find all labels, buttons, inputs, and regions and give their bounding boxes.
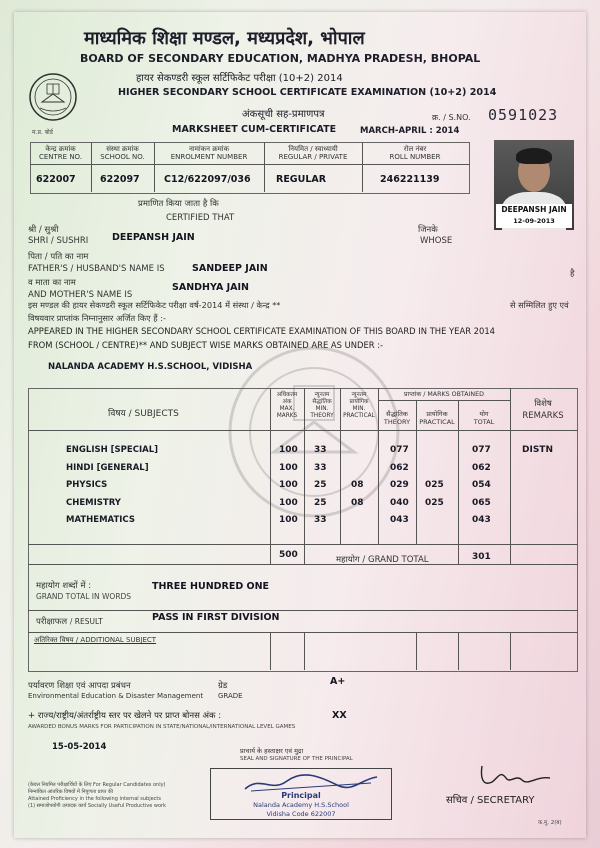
exam-name-english: HIGHER SECONDARY SCHOOL CERTIFICATE EXAMINATION (10+2) 2014 [118,87,497,98]
doc-title-english: MARKSHEET CUM-CERTIFICATE [172,124,337,135]
remarks-header: विशेष REMARKS [522,399,564,421]
father-label-english: FATHER'S / HUSBAND'S NAME IS [28,264,165,274]
grade-label-english: GRADE [218,692,243,700]
bonus-label-english: AWARDED BONUS MARKS FOR PARTICIPATION IN STATE/NATIONAL/INTERNATIONAL LEVEL GAMES [28,724,296,730]
roll-no: 246221139 [380,174,440,185]
para-hindi-2: विषयवार प्राप्तांक निम्नानुसार अर्जित किए हैं :- [28,313,166,323]
mother-label-hindi: व माता का नाम [28,278,76,288]
bonus-label-hindi: + राज्य/राष्ट्रीय/अंतर्राष्ट्रीय स्तर पर खेलने पर प्राप्त बोनस अंक : [28,711,222,721]
theory-header: सैद्धांतिक THEORY [383,410,411,426]
marksheet-document: म.प्र. बोर्ड माध्यमिक शिक्षा मण्डल, मध्यप्रदेश, भोपाल BOARD OF SECONDARY EDUCATION, MADHYA PRADESH, BHOPAL हायर सेकण्डरी स्कूल सर्टिफिकेट परीक्षा (10+2) 2014 HIGHER SECONDARY SCHOOL CERTIFICATE EXAMINATION (10+2) 2014 अंकसूची सह-प्रमाणपत्र MARKSHEET CUM-CERTIFICATE MARCH-APRIL : 2014 क्र. / S.NO. 0591023 केन्द्र क्रमांक CENTRE NO. संस्था क्रमांक SCHOOL NO. नामांकन क्रमांक ENROLMENT NUMBER नियमित / स्वाध्यायी REGULAR / PRIVATE रोल नंबर ROLL NUMBER 622007 622097 C12/622097/036 REGULAR 246221139 DEEPANSH JAIN 12-09-2013 प्रमाणित किया जाता है कि CERTIFIED THAT जिनके WHOSE श्री / सुश्री SHRI / SUSHRI DEEPANSH JAIN पिता / पति का नाम FATHER'S / HUSBAND'S NAME IS SANDEEP JAIN है व माता का नाम AND MOTHER'S NAME IS SANDHYA JAIN इस मण्डल की हायर सेकण्डरी स्कूल सर्टिफिकेट परीक्षा वर्ष-2014 में संस्था / केन्द्र ** से सम्मिलित हुए एवं विषयवार प्राप्तांक निम्नानुसार अर्जित किए हैं :- APPEARED IN THE HIGHER SECONDARY SCHOOL CERTIFICATE EXAMINATION OF THIS BOARD IN THE YEAR 2014 FROM (SCHOOL / CENTRE)** AND SUBJECT WISE MARKS OBTAINED ARE AS UNDER :- NALANDA ACADEMY H.S.SCHOOL, VIDISHA विषय / SUBJECTS अधिकतम अंक MAX. MARKS न्यूनतम सैद्धांतिक MIN. THEORY न्यूनतम प्रायोगिक MIN. PRACTICAL प्राप्तांक / MARKS OBTAINED सैद्धांतिक THEORY प्रायोगिक PRACTICAL योग TOTAL विशेष REMARKS ENGLISH [SPECIAL] 100 33 077 077 DISTN HINDI [GENERAL] 100 33 062 062 PHYSICS 100 25 08 029 025 054 CHEMISTRY 100 25 08 040 025 065 MATHEMATICS 100 33 043 043 500 महायोग / GRAND TOTAL 301 महायोग शब्दों में : GRAND TOTAL IN WORDS THREE HUNDRED ONE परीक्षाफल / RESULT PASS IN FIRST DIVISION अतिरिक्त विषय / ADDITIONAL SUBJECT पर्यावरण शिक्षा एवं आपदा प्रबंधन Environmental Education & Disaster Management ग्रेड GRADE A+ + राज्य/राष्ट्रीय/अंतर्राष्ट्रीय स्तर पर खेलने पर प्राप्त बोनस अंक : AWARDED BONUS MARKS FOR PARTICIPATION IN STATE/NATIONAL/INTERNATIONAL LEVEL GAMES XX 15-05-2014 प्राचार्य के हस्ताक्षर एवं मुद्रा SEAL AND SIGNATURE OF THE PRINCIPAL Principal Nalanda Academy H.S.School Vidisha Code 622007 सचिव / SECRETARY (केवल नियमित परीक्षार्थियों के लिए For Regular Candidates only) निम्नांकित आंतरिक विषयों में निपुणता प्राप्त की Attained Proficiency in the following internal subjects (1) समाजोपयोगी उत्पादक कार्य Socially Useful Productive work क.मु. 2(ब) [14,12,586,838]
photo-date: 12-09-2013 [513,217,555,225]
session: MARCH-APRIL : 2014 [360,126,460,136]
board-logo-icon [28,72,78,126]
grand-total: 301 [472,552,491,562]
subjects-header: विषय / SUBJECTS [108,409,179,419]
name-label-hindi: श्री / सुश्री [28,225,59,235]
father-name: SANDEEP JAIN [192,263,268,274]
name-label-english: SHRI / SUSHRI [28,236,89,246]
exam-name-hindi: हायर सेकण्डरी स्कूल सर्टिफिकेट परीक्षा (10+2) 2014 [136,73,343,84]
stamp-school: Nalanda Academy H.S.School [253,801,349,809]
school-no: 622097 [100,174,140,185]
stamp-code: Vidisha Code 622007 [266,810,336,818]
photo-caption: DEEPANSH JAIN [501,205,567,214]
father-label-hindi: पिता / पति का नाम [28,252,89,262]
hai-text: है [570,269,575,279]
result: PASS IN FIRST DIVISION [152,612,280,623]
practical-header: प्रायोगिक PRACTICAL [419,410,455,426]
issue-date: 15-05-2014 [52,742,107,752]
max-marks-header: अधिकतम अंक MAX. MARKS [276,392,298,419]
stamp-title: Principal [281,791,321,800]
id-header-school: संस्था क्रमांक SCHOOL NO. [100,145,145,161]
id-header-centre: केन्द्र क्रमांक CENTRE NO. [38,145,83,161]
certify-hindi: प्रमाणित किया जाता है कि [138,199,219,209]
serial-number: 0591023 [488,106,559,124]
regular-private: REGULAR [276,174,327,185]
form-code: क.मु. 2(ब) [538,820,562,826]
id-header-regular: नियमित / स्वाध्यायी REGULAR / PRIVATE [278,145,348,161]
school-name: NALANDA ACADEMY H.S.SCHOOL, VIDISHA [48,362,253,372]
env-grade: A+ [330,676,346,687]
para-english-2: FROM (SCHOOL / CENTRE)** AND SUBJECT WISE MARKS OBTAINED ARE AS UNDER :- [28,340,384,350]
grand-total-words: THREE HUNDRED ONE [152,581,270,592]
id-header-enrolment: नामांकन क्रमांक ENROLMENT NUMBER [170,145,248,161]
whose-hindi: जिनके [418,225,438,235]
whose-english: WHOSE [420,236,453,246]
grade-label-hindi: ग्रेड [218,681,228,691]
student-name: DEEPANSH JAIN [112,232,195,243]
grand-total-label: महायोग / GRAND TOTAL [336,555,429,565]
board-name-english: BOARD OF SECONDARY EDUCATION, MADHYA PRADESH, BHOPAL [80,52,481,65]
seal-label-hindi: प्राचार्य के हस्ताक्षर एवं मुद्रा [240,747,304,755]
max-marks-total: 500 [279,550,298,560]
centre-no: 622007 [36,174,76,185]
student-photo [494,140,574,230]
para-hindi-1b: से सम्मिलित हुए एवं [510,300,569,310]
additional-subject-label: अतिरिक्त विषय / ADDITIONAL SUBJECT [34,636,157,644]
env-label-hindi: पर्यावरण शिक्षा एवं आपदा प्रबंधन [28,681,131,691]
result-label: परीक्षाफल / RESULT [36,617,103,627]
words-label-hindi: महायोग शब्दों में : [36,581,92,591]
secretary-signature-icon [476,760,556,790]
marks-obtained-header: प्राप्तांक / MARKS OBTAINED [404,391,484,398]
secretary-label: सचिव / SECRETARY [446,795,535,806]
words-label-english: GRAND TOTAL IN WORDS [36,592,132,601]
para-hindi-1: इस मण्डल की हायर सेकण्डरी स्कूल सर्टिफिकेट परीक्षा वर्ष-2014 में संस्था / केन्द्र ** [28,300,281,310]
board-name-hindi: माध्यमिक शिक्षा मण्डल, मध्यप्रदेश, भोपाल [84,28,365,49]
footer-notes: (केवल नियमित परीक्षार्थियों के लिए For Regular Candidates only) निम्नांकित आंतरिक विषयों में निपुणता प्राप्त की Attained Proficiency in the following internal subjects (1) समाजोपयोगी उत्पादक कार्य Socially Useful Productive work [28,782,166,809]
id-header-roll: रोल नंबर ROLL NUMBER [389,145,441,161]
total-header: योग TOTAL [473,410,495,426]
sno-label: क्र. / S.NO. [432,113,471,122]
doc-title-hindi: अंकसूची सह-प्रमाणपत्र [242,109,325,120]
enrolment-no: C12/622097/036 [164,174,251,185]
para-english-1: APPEARED IN THE HIGHER SECONDARY SCHOOL CERTIFICATE EXAMINATION OF THIS BOARD IN THE YEAR 2014 [28,326,495,336]
seal-label-english: SEAL AND SIGNATURE OF THE PRINCIPAL [240,756,353,762]
principal-stamp [210,768,392,820]
min-practical-header: न्यूनतम प्रायोगिक MIN. PRACTICAL [343,392,375,419]
certify-english: CERTIFIED THAT [166,213,235,223]
logo-caption: म.प्र. बोर्ड [32,129,53,136]
env-label-english: Environmental Education & Disaster Management [28,692,204,700]
mother-name: SANDHYA JAIN [172,282,249,293]
mother-label-english: AND MOTHER'S NAME IS [28,290,133,300]
min-theory-header: न्यूनतम सैद्धांतिक MIN. THEORY [310,392,334,419]
bonus-marks: XX [332,710,347,721]
